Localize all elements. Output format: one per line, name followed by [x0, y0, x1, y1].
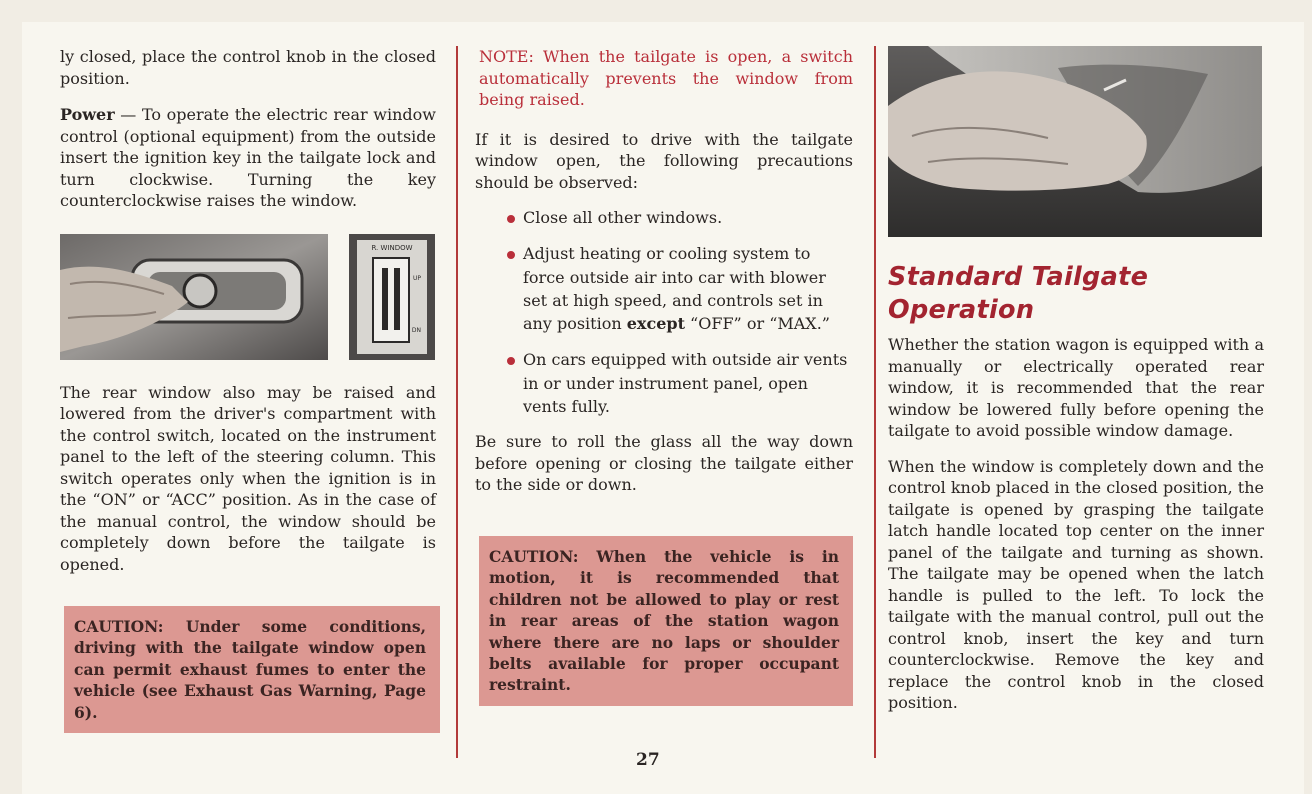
- switch-up: UP: [412, 274, 421, 282]
- paragraph-latch-operation: When the window is completely down and the control knob placed in the closed position, the tailgate is opened by grasping the tailgate latch handle located top center on the inner panel of the tailgate and turning as shown. The tailgate may be opened when the latch handle is pulled to the left. To lock the tailgate with the manual control, pull out the control knob, insert the key and turn counterclockwise. Remove the key and replace the control knob in the closed position.: [888, 456, 1265, 712]
- paragraph-roll-glass: Be sure to roll the glass all the way down before opening or closing the tailgate either to the side or down.: [475, 432, 853, 495]
- list-item: On cars equipped with outside air vents in or under instrument panel, open vents fully.: [475, 348, 853, 418]
- right-column: [888, 22, 1264, 714]
- page-number: 27: [636, 750, 660, 770]
- window-switch-photo: [349, 234, 435, 360]
- left-column: [60, 22, 436, 733]
- manual-page: [22, 22, 1304, 794]
- list-item: Close all other windows.: [475, 206, 853, 229]
- switch-dn: DN: [411, 326, 421, 334]
- keylock-photo: [60, 234, 328, 360]
- section-heading: Standard Tailgate Operation: [888, 262, 1149, 325]
- paragraph-power: Power — To operate the electric rear window control (optional equipment) from the outside insert the ignition key in the tailgate lock and turn clockwise. Turning the key counterclockwise raises the window.: [60, 105, 436, 210]
- precautions-list: [475, 206, 853, 418]
- paragraph-precautions-intro: If it is desired to drive with the tailgate window open, the following precautions should be observed:: [475, 129, 853, 192]
- middle-column: [475, 22, 853, 706]
- power-body: To operate the electric rear window control (optional equipment) from the outside insert the ignition key in the tailgate lock and turn clockwise. Turning the key counterclockwise raises the window.: [60, 105, 436, 210]
- paragraph-window-lowered: Whether the station wagon is equipped with a manually or electrically operated rear window, it is recommended that the rear window be lowered fully before opening the tailgate to avoid possible window damage.: [888, 335, 1264, 440]
- power-lead: Power: [60, 105, 115, 124]
- caution-box-exhaust: CAUTION: Under some conditions, driving with the tailgate window open can permit exhaust fumes to enter the vehicle (see Exhaust Gas Warning, Page 6).: [64, 606, 440, 733]
- tailgate-handle-photo: [888, 46, 1262, 237]
- figure-row: [60, 234, 436, 360]
- bullet-icon: [507, 251, 515, 259]
- bullet-icon: [507, 357, 515, 365]
- bullet-icon: [507, 215, 515, 223]
- paragraph-driver-switch: The rear window also may be raised and lowered from the driver's compartment with the control switch, located on the instrument panel to the left of the steering column. This switch operates only when the ignition is in the “ON” or “ACC” position. As in the case of the manual control, the window should be completely down before the tailgate is opened.: [60, 382, 436, 574]
- switch-label: R. WINDOW: [371, 243, 413, 252]
- list-item: Adjust heating or cooling system to force outside air into car with blower set at high speed, and controls set in any position except “OFF” or “MAX.”: [475, 242, 853, 335]
- caution-box-children: CAUTION: When the vehicle is in motion, it is recommended that children not be allowed to play or rest in rear areas of the station wagon where there are no laps or shoulder belts available for proper occupant restraint.: [479, 536, 853, 706]
- column-divider-2: [874, 46, 876, 758]
- except-emphasis: except: [626, 314, 685, 334]
- note-switch: NOTE: When the tailgate is open, a switch automatically prevents the window from being raised.: [479, 47, 853, 109]
- column-divider-1: [456, 46, 458, 758]
- paragraph-closed-position: ly closed, place the control knob in the closed position.: [60, 47, 436, 88]
